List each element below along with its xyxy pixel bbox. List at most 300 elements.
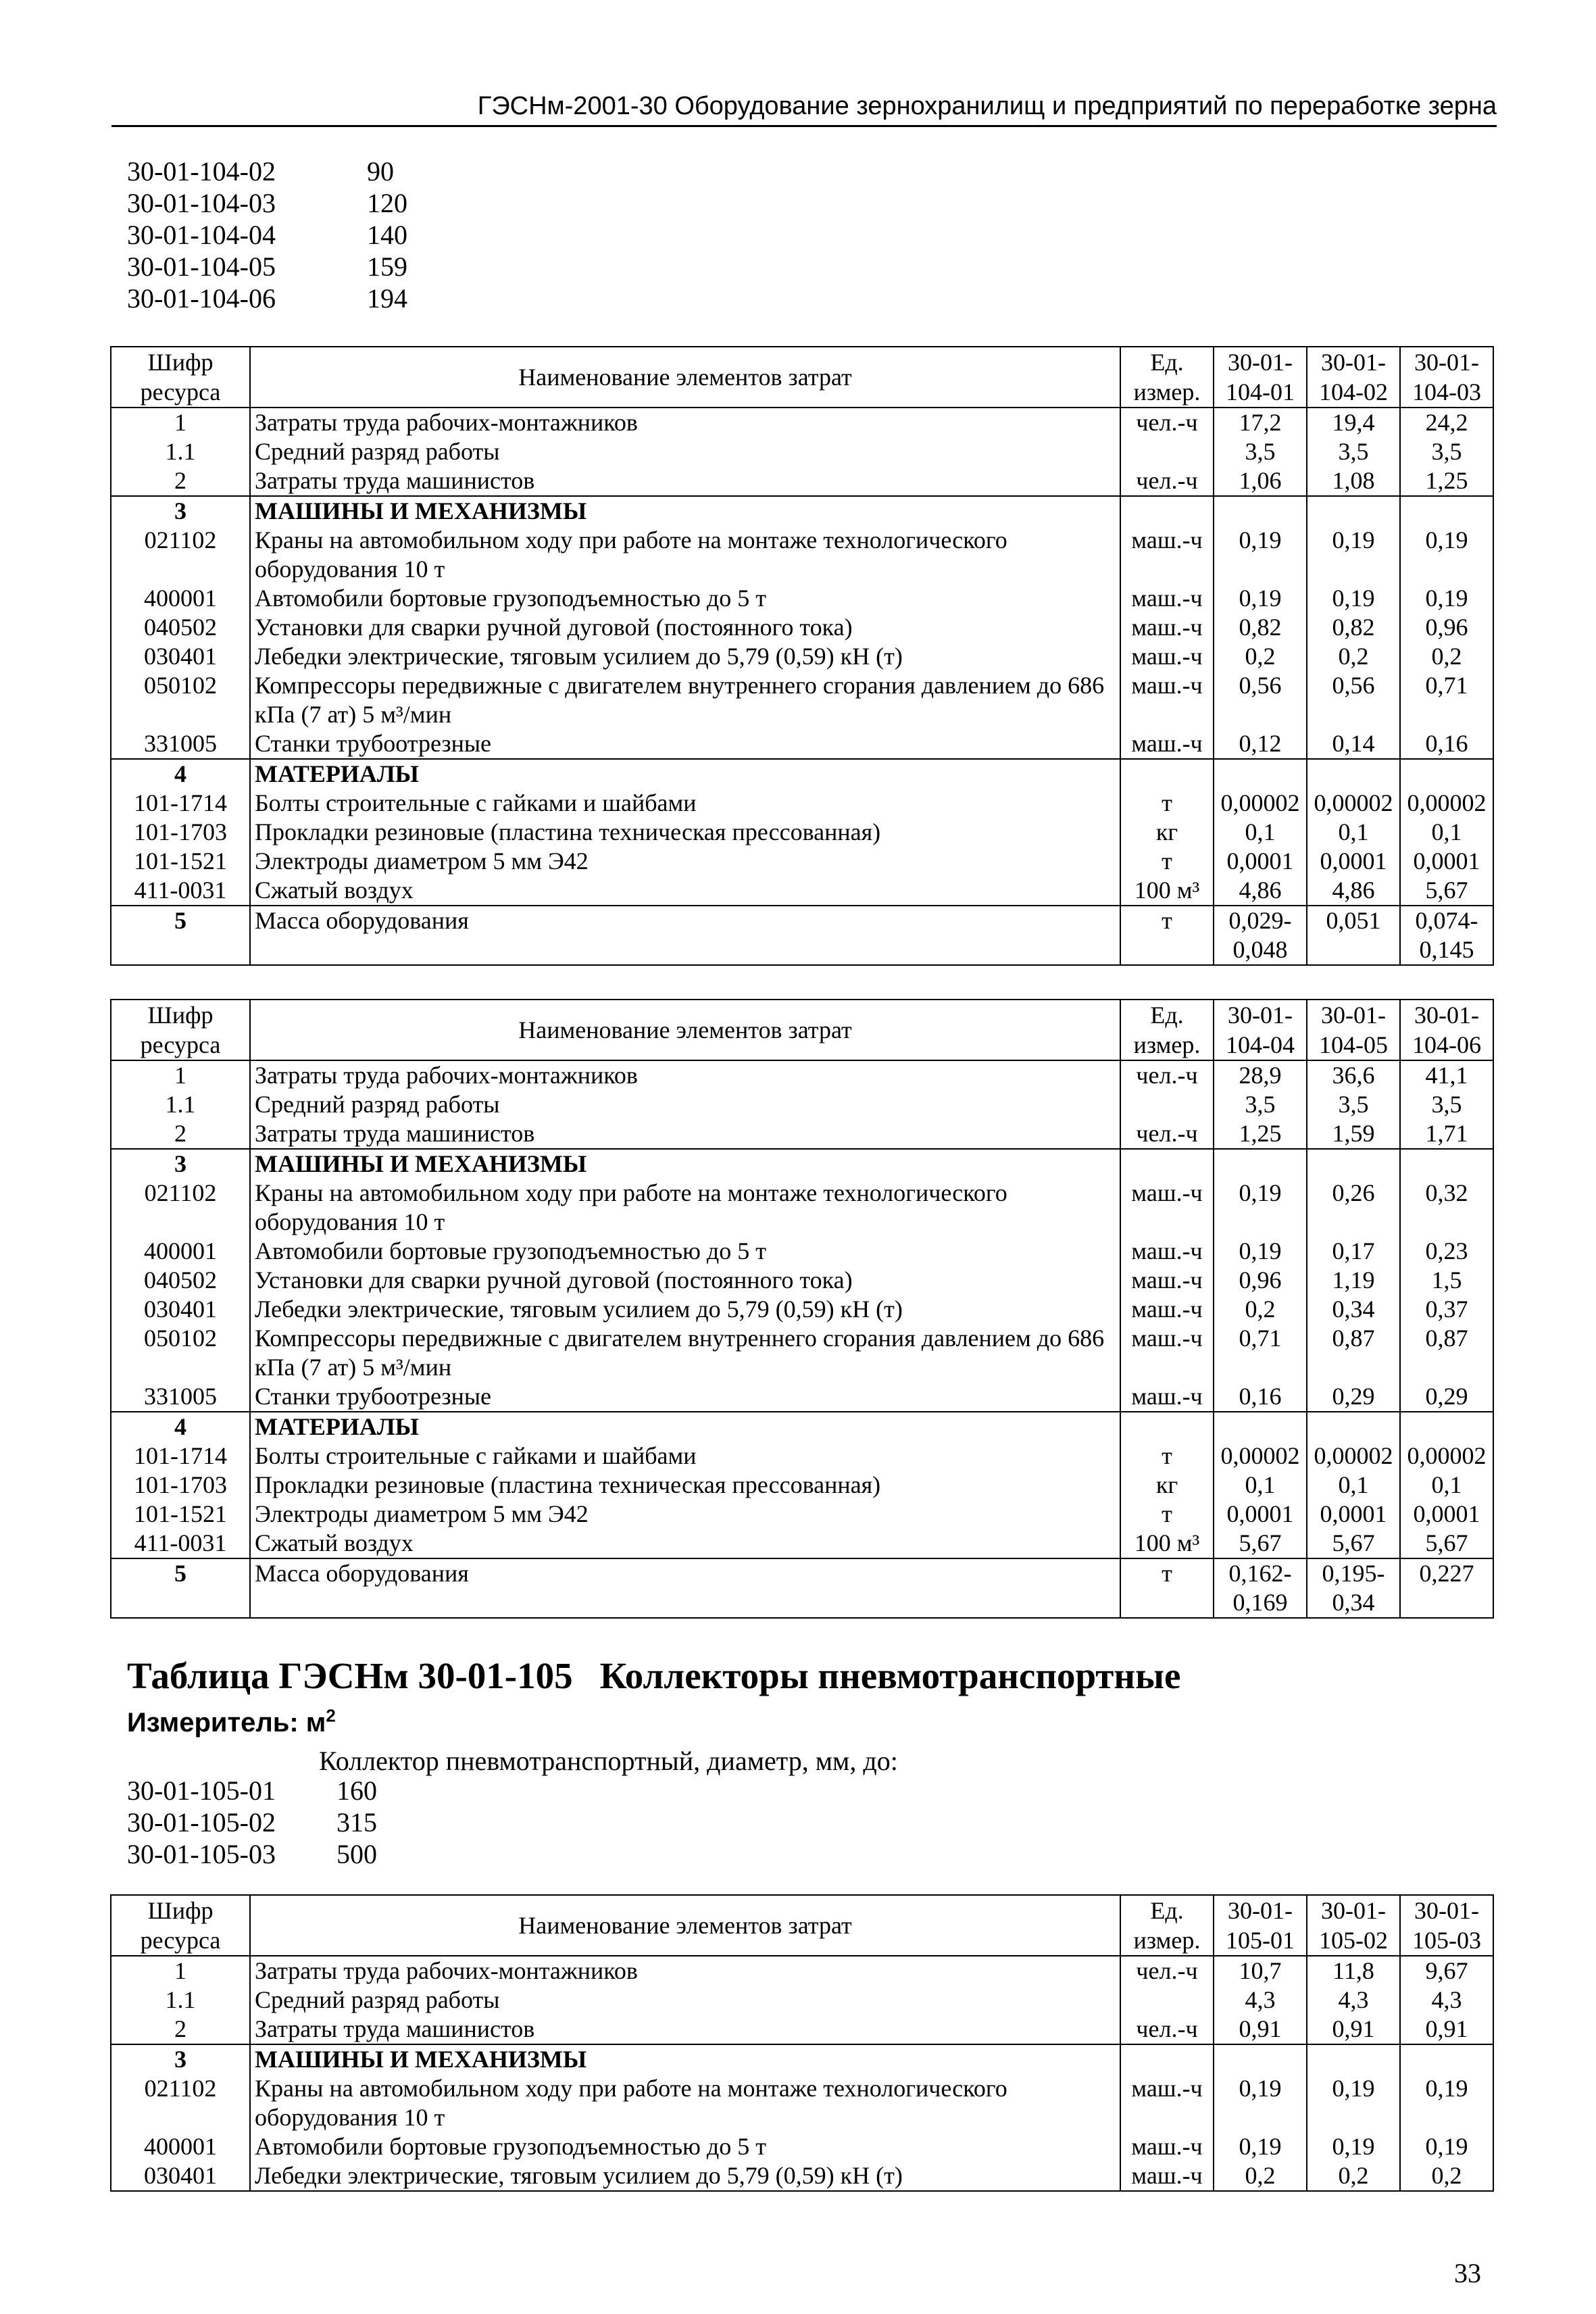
- table-row: [111, 1471, 1493, 1500]
- cell-value: [1307, 496, 1400, 526]
- cell-value: 3,5: [1307, 1090, 1400, 1119]
- cell-value: [1307, 1149, 1400, 1179]
- table-row: [111, 1986, 1493, 2015]
- cell-value: [1214, 1412, 1307, 1442]
- cell-code: 1: [111, 408, 250, 437]
- cell-name: Лебедки электрические, тяговым усилием до 5,79 (0,59) кН (т): [250, 1295, 1120, 1324]
- cell-value: 0,00002: [1307, 789, 1400, 818]
- cell-name: Краны на автомобильном ходу при работе на монтаже технологического оборудования 10 т: [250, 1179, 1120, 1237]
- cell-value: 0,0001: [1307, 1500, 1400, 1529]
- table-row: [111, 847, 1493, 876]
- cell-value: 9,67: [1400, 1956, 1493, 1986]
- cell-name: Болты строительные с гайками и шайбами: [250, 1442, 1120, 1471]
- cell-name: Лебедки электрические, тяговым усилием до 5,79 (0,59) кН (т): [250, 2161, 1120, 2191]
- cell-value: 0,00002: [1400, 1442, 1493, 1471]
- cell-unit: [1120, 2044, 1214, 2074]
- cell-value: 3,5: [1400, 437, 1493, 466]
- cell-value: 0,0001: [1307, 847, 1400, 876]
- cell-value: 0,29: [1400, 1382, 1493, 1412]
- cell-name: Компрессоры передвижные с двигателем внутреннего сгорания давлением до 686 кПа (7 ат) 5 м³/мин: [250, 671, 1120, 729]
- cell-value: 0,19: [1307, 2074, 1400, 2132]
- cell-unit: [1120, 1149, 1214, 1179]
- cell-value: [1307, 759, 1400, 789]
- cell-code: 3: [111, 2044, 250, 2074]
- cell-name: Средний разряд работы: [250, 1090, 1120, 1119]
- cell-value: [1307, 2044, 1400, 2074]
- cell-unit: 100 м³: [1120, 876, 1214, 906]
- cell-code: 2: [111, 1119, 250, 1149]
- table-row: [111, 496, 1493, 526]
- resource-table-104-b: [110, 999, 1494, 1619]
- cell-unit: [1120, 496, 1214, 526]
- cell-code: 2: [111, 2015, 250, 2044]
- cell-code: 050102: [111, 1324, 250, 1382]
- table-row: [111, 2044, 1493, 2074]
- cell-name: Затраты труда рабочих-монтажников: [250, 1060, 1120, 1090]
- cell-code: 101-1521: [111, 1500, 250, 1529]
- cell-value: 11,8: [1307, 1956, 1400, 1986]
- th-code: Шифр ресурса: [111, 1895, 250, 1956]
- cell-value: 4,3: [1214, 1986, 1307, 2015]
- cell-name: Масса оборудования: [250, 1558, 1120, 1618]
- cell-name: Краны на автомобильном ходу при работе на монтаже технологического оборудования 10 т: [250, 526, 1120, 584]
- table-row: [111, 1412, 1493, 1442]
- cell-unit: [1120, 759, 1214, 789]
- cell-value: 41,1: [1400, 1060, 1493, 1090]
- cell-name: Установки для сварки ручной дуговой (постоянного тока): [250, 613, 1120, 642]
- cell-value: 0,91: [1214, 2015, 1307, 2044]
- table-row: [111, 729, 1493, 759]
- cell-value: 0,00002: [1214, 789, 1307, 818]
- cell-unit: маш.-ч: [1120, 526, 1214, 584]
- cell-value: 24,2: [1400, 408, 1493, 437]
- cell-value: 0,2: [1214, 2161, 1307, 2191]
- cell-unit: кг: [1120, 818, 1214, 847]
- th-column-code: 30-01-105-03: [1400, 1895, 1493, 1956]
- code-list-105: [127, 1775, 377, 1870]
- table-row: [111, 1500, 1493, 1529]
- cell-value: 0,1: [1400, 818, 1493, 847]
- cell-unit: [1120, 1986, 1214, 2015]
- cell-value: 0,19: [1214, 1237, 1307, 1266]
- cell-code: 4: [111, 1412, 250, 1442]
- cell-value: [1400, 1149, 1493, 1179]
- table-title: Таблица ГЭСНм 30-01-105 Коллекторы пневмотранспортные: [127, 1655, 1181, 1696]
- cell-unit: чел.-ч: [1120, 1119, 1214, 1149]
- cell-code: 050102: [111, 671, 250, 729]
- table-row: [111, 642, 1493, 671]
- cell-value: 3,5: [1307, 437, 1400, 466]
- cell-name: Автомобили бортовые грузоподъемностью до 5 т: [250, 584, 1120, 613]
- cell-value: 0,56: [1214, 671, 1307, 729]
- cell-unit: 100 м³: [1120, 1529, 1214, 1558]
- cell-value: [1400, 1412, 1493, 1442]
- page-number: 33: [1454, 2258, 1481, 2288]
- cell-value: 1,08: [1307, 466, 1400, 496]
- cell-value: 1,59: [1307, 1119, 1400, 1149]
- cell-value: 0,96: [1214, 1266, 1307, 1295]
- cell-unit: маш.-ч: [1120, 2161, 1214, 2191]
- cell-code: 400001: [111, 1237, 250, 1266]
- code-row: 30-01-104-05 159: [127, 251, 407, 282]
- cell-value: 3,5: [1214, 437, 1307, 466]
- cell-value: 0,1: [1400, 1471, 1493, 1500]
- cell-code: 5: [111, 906, 250, 965]
- cell-code: 400001: [111, 584, 250, 613]
- th-column-code: 30-01-104-03: [1400, 347, 1493, 408]
- cell-name: Затраты труда рабочих-монтажников: [250, 1956, 1120, 1986]
- cell-value: 0,2: [1400, 642, 1493, 671]
- cell-value: 0,2: [1400, 2161, 1493, 2191]
- th-name: Наименование элементов затрат: [250, 347, 1120, 408]
- cell-value: 0,1: [1214, 1471, 1307, 1500]
- cell-unit: т: [1120, 789, 1214, 818]
- table-row: [111, 2015, 1493, 2044]
- cell-value: 0,82: [1214, 613, 1307, 642]
- th-unit: Ед. измер.: [1120, 347, 1214, 408]
- table-row: [111, 2074, 1493, 2132]
- cell-value: 4,3: [1400, 1986, 1493, 2015]
- cell-value: 0,19: [1214, 526, 1307, 584]
- th-unit: Ед. измер.: [1120, 1895, 1214, 1956]
- cell-code: 030401: [111, 1295, 250, 1324]
- table-row: [111, 466, 1493, 496]
- cell-value: 19,4: [1307, 408, 1400, 437]
- cell-name: Автомобили бортовые грузоподъемностью до 5 т: [250, 1237, 1120, 1266]
- th-code: Шифр ресурса: [111, 347, 250, 408]
- table-row: [111, 818, 1493, 847]
- cell-value: 0,051: [1307, 906, 1400, 965]
- cell-value: 0,91: [1307, 2015, 1400, 2044]
- cell-unit: [1120, 437, 1214, 466]
- cell-unit: маш.-ч: [1120, 729, 1214, 759]
- cell-value: 0,19: [1214, 2132, 1307, 2161]
- cell-value: 0,19: [1400, 2074, 1493, 2132]
- cell-name: МАШИНЫ И МЕХАНИЗМЫ: [250, 2044, 1120, 2074]
- cell-code: 411-0031: [111, 876, 250, 906]
- table-row: [111, 1956, 1493, 1986]
- cell-unit: т: [1120, 1442, 1214, 1471]
- cell-code: 331005: [111, 729, 250, 759]
- cell-unit: чел.-ч: [1120, 1956, 1214, 1986]
- table-row: [111, 1382, 1493, 1412]
- cell-unit: чел.-ч: [1120, 466, 1214, 496]
- cell-value: 17,2: [1214, 408, 1307, 437]
- cell-name: Сжатый воздух: [250, 876, 1120, 906]
- cell-name: Средний разряд работы: [250, 437, 1120, 466]
- page-header: ГЭСНм-2001-30 Оборудование зернохранилищ и предприятий по переработке зерна: [111, 91, 1497, 127]
- table-header-row: [111, 1895, 1493, 1956]
- cell-unit: кг: [1120, 1471, 1214, 1500]
- cell-name: Электроды диаметром 5 мм Э42: [250, 1500, 1120, 1529]
- cell-name: Прокладки резиновые (пластина техническая прессованная): [250, 818, 1120, 847]
- cell-value: 0,0001: [1400, 1500, 1493, 1529]
- cell-value: [1214, 2044, 1307, 2074]
- cell-unit: маш.-ч: [1120, 2074, 1214, 2132]
- cell-code: 3: [111, 1149, 250, 1179]
- th-column-code: 30-01-104-04: [1214, 1000, 1307, 1060]
- cell-unit: маш.-ч: [1120, 642, 1214, 671]
- cell-value: 4,86: [1214, 876, 1307, 906]
- cell-value: 0,19: [1400, 584, 1493, 613]
- cell-value: 0,2: [1214, 642, 1307, 671]
- cell-code: 2: [111, 466, 250, 496]
- table-row: [111, 1558, 1493, 1618]
- cell-code: 030401: [111, 642, 250, 671]
- cell-value: 28,9: [1214, 1060, 1307, 1090]
- cell-value: 0,227: [1400, 1558, 1493, 1618]
- cell-value: 0,1: [1214, 818, 1307, 847]
- code-row: 30-01-105-01 160: [127, 1775, 377, 1806]
- cell-value: 0,87: [1400, 1324, 1493, 1382]
- cell-value: 0,0001: [1400, 847, 1493, 876]
- cell-value: 1,19: [1307, 1266, 1400, 1295]
- table-row: [111, 1119, 1493, 1149]
- cell-code: 1: [111, 1060, 250, 1090]
- cell-value: 0,19: [1214, 2074, 1307, 2132]
- cell-value: 0,71: [1214, 1324, 1307, 1382]
- cell-name: Электроды диаметром 5 мм Э42: [250, 847, 1120, 876]
- cell-code: 411-0031: [111, 1529, 250, 1558]
- cell-name: Затраты труда рабочих-монтажников: [250, 408, 1120, 437]
- cell-value: 0,00002: [1214, 1442, 1307, 1471]
- cell-code: 021102: [111, 1179, 250, 1237]
- th-column-code: 30-01-104-01: [1214, 347, 1307, 408]
- cell-value: 0,23: [1400, 1237, 1493, 1266]
- table-row: [111, 789, 1493, 818]
- cell-name: МАТЕРИАЛЫ: [250, 759, 1120, 789]
- cell-unit: т: [1120, 1500, 1214, 1529]
- table-row: [111, 1324, 1493, 1382]
- th-name: Наименование элементов затрат: [250, 1895, 1120, 1956]
- cell-name: Затраты труда машинистов: [250, 466, 1120, 496]
- cell-value: [1214, 1149, 1307, 1179]
- cell-value: 1,71: [1400, 1119, 1493, 1149]
- cell-name: Затраты труда машинистов: [250, 2015, 1120, 2044]
- cell-code: 3: [111, 496, 250, 526]
- cell-value: 0,2: [1307, 642, 1400, 671]
- table-row: [111, 526, 1493, 584]
- table-row: [111, 1149, 1493, 1179]
- table-row: [111, 1266, 1493, 1295]
- cell-name: Станки трубоотрезные: [250, 1382, 1120, 1412]
- table-row: [111, 2132, 1493, 2161]
- cell-value: 0,0001: [1214, 1500, 1307, 1529]
- cell-unit: маш.-ч: [1120, 2132, 1214, 2161]
- cell-code: 040502: [111, 613, 250, 642]
- cell-name: Средний разряд работы: [250, 1986, 1120, 2015]
- cell-name: Краны на автомобильном ходу при работе на монтаже технологического оборудования 10 т: [250, 2074, 1120, 2132]
- cell-value: 0,12: [1214, 729, 1307, 759]
- cell-name: Автомобили бортовые грузоподъемностью до 5 т: [250, 2132, 1120, 2161]
- table-row: [111, 613, 1493, 642]
- cell-code: 5: [111, 1558, 250, 1618]
- cell-unit: чел.-ч: [1120, 408, 1214, 437]
- th-unit: Ед. измер.: [1120, 1000, 1214, 1060]
- cell-value: 0,19: [1400, 2132, 1493, 2161]
- th-column-code: 30-01-104-05: [1307, 1000, 1400, 1060]
- cell-value: 0,19: [1214, 584, 1307, 613]
- cell-name: Лебедки электрические, тяговым усилием до 5,79 (0,59) кН (т): [250, 642, 1120, 671]
- cell-unit: т: [1120, 906, 1214, 965]
- cell-value: 0,96: [1400, 613, 1493, 642]
- cell-unit: маш.-ч: [1120, 1237, 1214, 1266]
- th-column-code: 30-01-104-06: [1400, 1000, 1493, 1060]
- table-row: [111, 1442, 1493, 1471]
- cell-value: 0,87: [1307, 1324, 1400, 1382]
- cell-value: 3,5: [1214, 1090, 1307, 1119]
- cell-value: 0,71: [1400, 671, 1493, 729]
- cell-name: Компрессоры передвижные с двигателем внутреннего сгорания давлением до 686 кПа (7 ат) 5 м³/мин: [250, 1324, 1120, 1382]
- resource-table-105: [110, 1894, 1494, 2192]
- cell-value: 5,67: [1400, 876, 1493, 906]
- cell-value: 36,6: [1307, 1060, 1400, 1090]
- cell-value: 0,00002: [1400, 789, 1493, 818]
- code-row: 30-01-104-02 90: [127, 156, 394, 187]
- cell-unit: чел.-ч: [1120, 1060, 1214, 1090]
- code-row: 30-01-105-03 500: [127, 1839, 377, 1869]
- cell-unit: маш.-ч: [1120, 671, 1214, 729]
- cell-unit: т: [1120, 847, 1214, 876]
- top-code-list: [127, 155, 407, 314]
- cell-code: 1.1: [111, 437, 250, 466]
- table-row: [111, 1090, 1493, 1119]
- cell-value: 1,25: [1400, 466, 1493, 496]
- cell-code: 021102: [111, 526, 250, 584]
- cell-value: 4,86: [1307, 876, 1400, 906]
- cell-value: 0,29: [1307, 1382, 1400, 1412]
- table-row: [111, 759, 1493, 789]
- cell-name: МАШИНЫ И МЕХАНИЗМЫ: [250, 496, 1120, 526]
- cell-value: 0,162-0,169: [1214, 1558, 1307, 1618]
- cell-value: 0,26: [1307, 1179, 1400, 1237]
- cell-value: 0,2: [1214, 1295, 1307, 1324]
- cell-unit: маш.-ч: [1120, 1179, 1214, 1237]
- cell-code: 101-1714: [111, 789, 250, 818]
- cell-value: 1,06: [1214, 466, 1307, 496]
- cell-value: 1,25: [1214, 1119, 1307, 1149]
- table-row: [111, 1529, 1493, 1558]
- cell-value: 0,19: [1400, 526, 1493, 584]
- table-row: [111, 437, 1493, 466]
- resource-table-104-a: [110, 346, 1494, 966]
- table-row: [111, 876, 1493, 906]
- cell-unit: маш.-ч: [1120, 1324, 1214, 1382]
- cell-value: 0,00002: [1307, 1442, 1400, 1471]
- collector-caption: Коллектор пневмотранспортный, диаметр, мм, до:: [319, 1746, 898, 1776]
- table-row: [111, 408, 1493, 437]
- cell-value: 5,67: [1400, 1529, 1493, 1558]
- th-column-code: 30-01-105-01: [1214, 1895, 1307, 1956]
- th-name: Наименование элементов затрат: [250, 1000, 1120, 1060]
- cell-value: 0,2: [1307, 2161, 1400, 2191]
- code-row: 30-01-105-02 315: [127, 1807, 377, 1838]
- table-row: [111, 1060, 1493, 1090]
- cell-value: 0,16: [1400, 729, 1493, 759]
- cell-code: 331005: [111, 1382, 250, 1412]
- th-column-code: 30-01-105-02: [1307, 1895, 1400, 1956]
- cell-name: Масса оборудования: [250, 906, 1120, 965]
- cell-value: 0,0001: [1214, 847, 1307, 876]
- table-row: [111, 1295, 1493, 1324]
- cell-code: 021102: [111, 2074, 250, 2132]
- table-row: [111, 1237, 1493, 1266]
- cell-unit: чел.-ч: [1120, 2015, 1214, 2044]
- cell-name: Установки для сварки ручной дуговой (постоянного тока): [250, 1266, 1120, 1295]
- cell-value: [1307, 1412, 1400, 1442]
- cell-unit: маш.-ч: [1120, 1382, 1214, 1412]
- cell-value: [1214, 759, 1307, 789]
- cell-value: 0,19: [1307, 526, 1400, 584]
- cell-value: 0,029-0,048: [1214, 906, 1307, 965]
- cell-unit: [1120, 1412, 1214, 1442]
- cell-value: 5,67: [1307, 1529, 1400, 1558]
- cell-name: Сжатый воздух: [250, 1529, 1120, 1558]
- cell-value: 0,32: [1400, 1179, 1493, 1237]
- cell-unit: маш.-ч: [1120, 1266, 1214, 1295]
- cell-code: 040502: [111, 1266, 250, 1295]
- cell-value: 0,19: [1214, 1179, 1307, 1237]
- cell-name: Прокладки резиновые (пластина техническая прессованная): [250, 1471, 1120, 1500]
- cell-value: 3,5: [1400, 1090, 1493, 1119]
- cell-unit: [1120, 1090, 1214, 1119]
- cell-unit: т: [1120, 1558, 1214, 1618]
- table-row: [111, 906, 1493, 965]
- cell-code: 400001: [111, 2132, 250, 2161]
- cell-value: 4,3: [1307, 1986, 1400, 2015]
- cell-value: 0,19: [1307, 2132, 1400, 2161]
- table-header-row: [111, 347, 1493, 408]
- cell-value: 0,91: [1400, 2015, 1493, 2044]
- cell-code: 030401: [111, 2161, 250, 2191]
- cell-value: 0,16: [1214, 1382, 1307, 1412]
- cell-value: 0,17: [1307, 1237, 1400, 1266]
- cell-value: 0,1: [1307, 818, 1400, 847]
- cell-name: МАТЕРИАЛЫ: [250, 1412, 1120, 1442]
- cell-value: 0,195-0,34: [1307, 1558, 1400, 1618]
- cell-value: 0,82: [1307, 613, 1400, 642]
- table-row: [111, 584, 1493, 613]
- meter-label: Измеритель: $м^2$: [127, 1705, 336, 1738]
- cell-value: 0,34: [1307, 1295, 1400, 1324]
- cell-code: 1.1: [111, 1986, 250, 2015]
- cell-unit: маш.-ч: [1120, 584, 1214, 613]
- th-column-code: 30-01-104-02: [1307, 347, 1400, 408]
- table-row: [111, 2161, 1493, 2191]
- cell-value: 0,19: [1307, 584, 1400, 613]
- cell-code: 1: [111, 1956, 250, 1986]
- cell-value: 10,7: [1214, 1956, 1307, 1986]
- table-row: [111, 1179, 1493, 1237]
- table-header-row: [111, 1000, 1493, 1060]
- cell-name: Болты строительные с гайками и шайбами: [250, 789, 1120, 818]
- cell-value: 0,1: [1307, 1471, 1400, 1500]
- cell-value: 0,56: [1307, 671, 1400, 729]
- code-row: 30-01-104-06 194: [127, 283, 407, 314]
- cell-code: 1.1: [111, 1090, 250, 1119]
- cell-code: 101-1521: [111, 847, 250, 876]
- cell-unit: маш.-ч: [1120, 613, 1214, 642]
- table-row: [111, 671, 1493, 729]
- cell-value: 0,074-0,145: [1400, 906, 1493, 965]
- cell-code: 101-1703: [111, 1471, 250, 1500]
- cell-unit: маш.-ч: [1120, 1295, 1214, 1324]
- cell-value: 1,5: [1400, 1266, 1493, 1295]
- cell-value: [1400, 2044, 1493, 2074]
- cell-value: [1400, 759, 1493, 789]
- cell-name: МАШИНЫ И МЕХАНИЗМЫ: [250, 1149, 1120, 1179]
- cell-value: 0,14: [1307, 729, 1400, 759]
